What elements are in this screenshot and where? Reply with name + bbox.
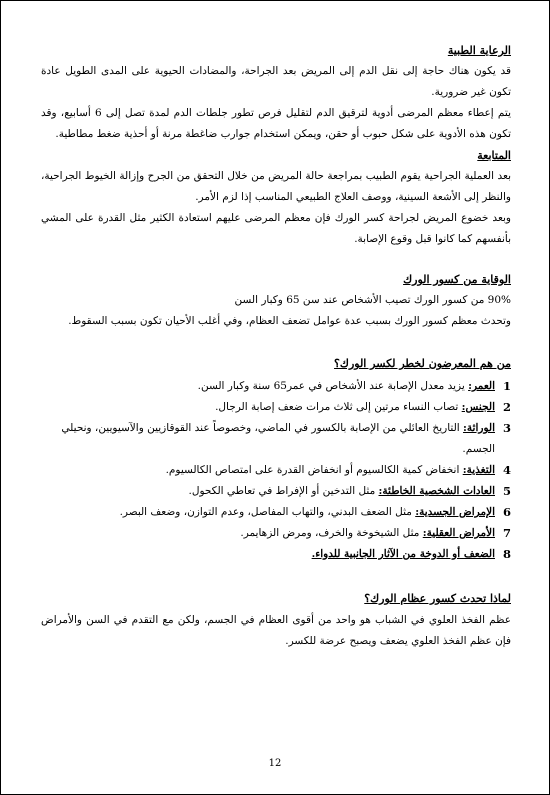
paragraph-why-fractures: عظم الفخذ العلوي في الشباب هو واحد من أقوى العظام في الجسم، ولكن مع التقدم في السن والأمراض فإن عظم الفخذ العلوي يضعف ويصبح عرضة للكسر.	[41, 614, 511, 647]
list-item-number: 4	[502, 463, 511, 477]
list-item-number: 3	[502, 421, 511, 435]
list-item-text: مثل الضعف البدني، والتهاب المفاصل، وعدم التوازن، وضعف البصر.	[119, 506, 416, 518]
page-content	[41, 41, 511, 652]
paragraph-follow-up-1: بعد العملية الجراحية يقوم الطبيب بمراجعة حالة المريض من خلال التحقق من الجرح وإزالة الخيوط الجراحية، والنظر إلى الأشعة السينية، ووصف العلاج الطبيعي المناسب إذا لزم الأمر.	[41, 170, 511, 203]
heading-medical-care: الرعاية الطبية	[447, 44, 511, 57]
heading-risk-factors: من هم المعرضون لخطر لكسر الورك؟	[334, 357, 511, 370]
list-item-term: الجنس:	[461, 401, 495, 413]
section-follow-up	[41, 148, 511, 250]
list-item	[41, 481, 511, 502]
list-item	[41, 460, 511, 481]
list-item-text: مثل الشيخوخة والخرف، ومرض الزهايمر.	[240, 527, 423, 539]
section-risk-factors	[41, 356, 511, 565]
list-item-number: 2	[502, 400, 511, 414]
heading-prevention: الوقاية من كسور الورك	[403, 273, 511, 286]
list-item-text: مثل التدخين أو الإفراط في تعاطي الكحول.	[188, 485, 379, 497]
list-item-text: التاريخ العائلي من الإصابة بالكسور في الماضي، وخصوصاً عند القوقازيين والآسيويين، ونحيلي الجسم.	[61, 422, 495, 455]
list-item-term: العمر:	[468, 380, 495, 392]
list-item-number: 7	[502, 526, 511, 540]
page-number: 12	[268, 758, 282, 769]
list-item-number: 6	[502, 505, 511, 519]
list-item-term: الأمراض العقلية:	[422, 527, 495, 539]
heading-follow-up: المتابعة	[477, 149, 511, 162]
paragraph-medical-care-1: قد يكون هناك حاجة إلى نقل الدم إلى المريض بعد الجراحة، والمضادات الحيوية على المدى الطويل عادة تكون غير ضرورية.	[41, 65, 511, 98]
list-item-term: الإمراض الجسدية:	[415, 506, 495, 518]
paragraph-prevention-2: وتحدث معظم كسور الورك بسبب عدة عوامل تضعف العظام، وفي أغلب الأحيان تكون بسبب السقوط.	[68, 315, 511, 327]
list-item-text: انخفاض كمية الكالسيوم أو انخفاض القدرة على امتصاص الكالسيوم.	[165, 464, 463, 476]
list-item-text: يزيد معدل الإصابة عند الأشخاص في عمر65 سنة وكبار السن.	[197, 380, 469, 392]
list-item-number: 5	[502, 484, 511, 498]
list-item-term: التغذية:	[462, 464, 495, 476]
list-item	[41, 544, 511, 565]
heading-why-fractures: لماذا تحدث كسور عظام الورك؟	[364, 592, 511, 605]
list-item	[41, 523, 511, 544]
list-item-number: 8	[502, 547, 511, 561]
section-medical-care	[41, 43, 511, 145]
list-item-text: تصاب النساء مرتين إلى ثلاث مرات ضعف إصابة الرجال.	[215, 401, 462, 413]
section-why-fractures	[41, 591, 511, 652]
list-item	[41, 502, 511, 523]
list-item	[41, 418, 511, 460]
paragraph-follow-up-2: وبعد خضوع المريض لجراحة كسر الورك فإن معظم المرضى عليهم استعادة الكثير مثل القدرة على المشي بأنفسهم كما كانوا قبل وقوع الإصابة.	[41, 212, 511, 245]
paragraph-prevention-1: 90% من كسور الورك تصيب الأشخاص عند سن 65 وكبار السن	[234, 294, 511, 306]
risk-factors-list	[41, 376, 511, 565]
section-prevention	[41, 272, 511, 332]
list-item-term: العادات الشخصية الخاطئة:	[378, 485, 495, 497]
list-item-term: الضعف أو الدوخة من الآثار الجانبية للدواء.	[311, 548, 495, 560]
list-item	[41, 376, 511, 397]
list-item-term: الوراثة:	[463, 422, 495, 434]
list-item-number: 1	[502, 379, 511, 393]
paragraph-medical-care-2: يتم إعطاء معظم المرضى أدوية لترقيق الدم لتقليل فرص تطور جلطات الدم لمدة تصل إلى 6 أسابيع، وقد تكون هذه الأدوية على شكل حبوب أو حقن، ويمكن استخدام جوارب ضاغطة مرنة أو أحذية ضغط مطاطية.	[41, 107, 512, 140]
list-item	[41, 397, 511, 418]
